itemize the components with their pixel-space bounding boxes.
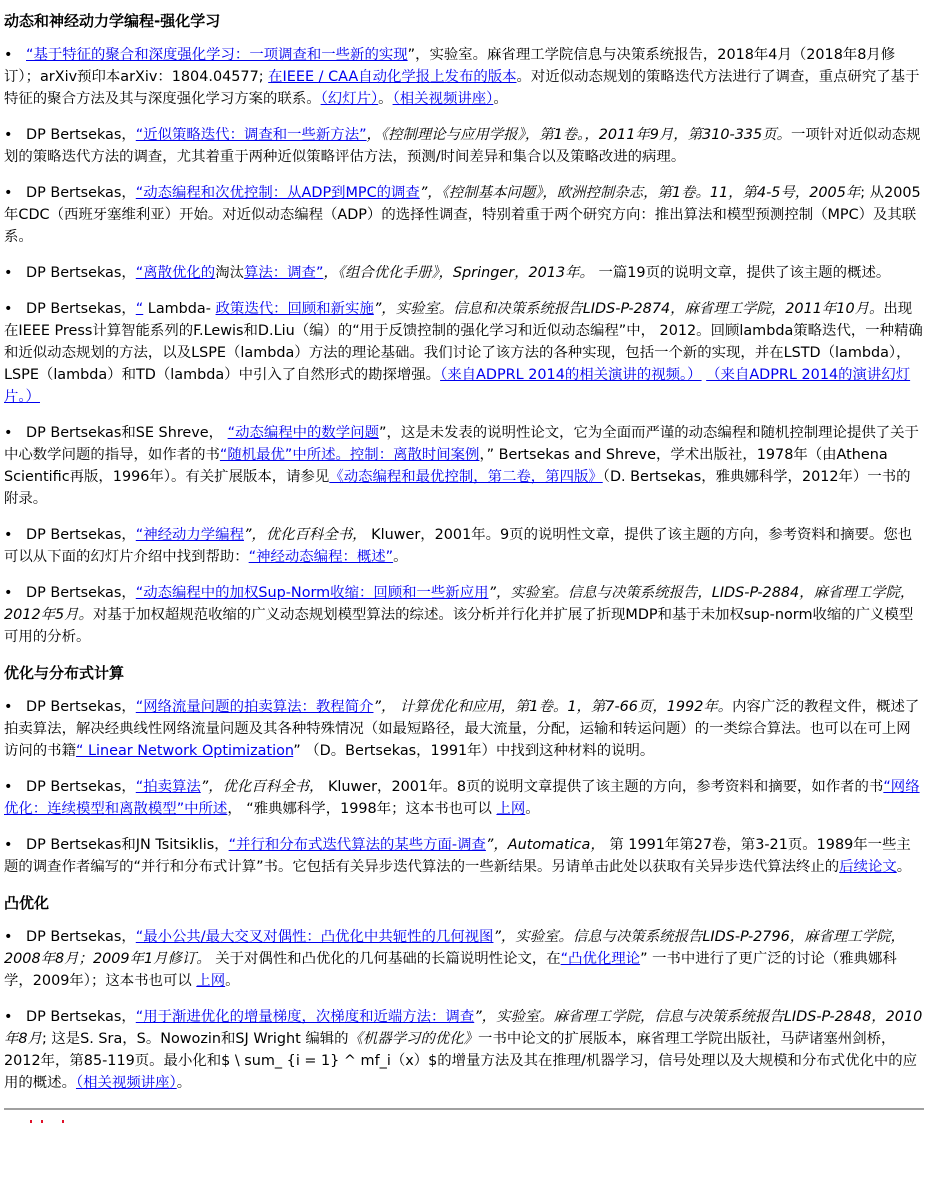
paper-link[interactable]: “用于渐进优化的增量梯度，次梯度和近端方法：调查: [135, 1009, 475, 1025]
bullet-icon: •: [4, 301, 13, 317]
list-item: • DP Bertsekas，“最小公共/最大交叉对偶性：凸优化中共轭性的几何视图”，实验室。信息与决策系统报告LIDS-P-2796，麻省理工学院，2008年8月；2009年1月修订。 关于对偶性和凸优化的几何基础的长篇说明性论文，在“凸优化理论” 一书中进行了更广泛的讨论（雅典娜科学，2009年）；这本书也可以 上网。: [4, 926, 924, 992]
section-heading-dp-rl: 动态和神经动力学编程-强化学习: [4, 12, 221, 30]
list-item: • DP Bertsekas，“网络流量问题的拍卖算法：教程简介”， 计算优化和应用，第1卷。1，第7-66页，1992年。内容广泛的教程文件，概述了拍卖算法，解决经典线性网络流量问题及其各种特殊情况（如最短路径，最大流量，分配，运输和转运问题）的一类综合算法。也可以在可上网访问的书籍“ Linear Network Optimization” （D。Bertsekas，1991年）中找到这种材料的说明。: [4, 696, 924, 762]
bullet-icon: •: [4, 585, 13, 601]
list-item: • DP Bertsekas，“用于渐进优化的增量梯度，次梯度和近端方法：调查”，实验室。麻省理工学院，信息与决策系统报告LIDS-P-2848，2010年8月; 这是S. Sra，S。Nowozin和SJ Wright 编辑的《机器学习的优化》一书中论文的扩展版本，麻省理工学院出版社，马萨诸塞州剑桥，2012年，第85-119页。最小化和$ \ sum_ {i = 1} ^ mf_i（x）$的增量方法及其在推理/机器学习，信号处理以及大规模和分布式优化中的应用的概述。（相关视频讲座）。: [4, 1006, 924, 1094]
paper-link[interactable]: “网络流量问题的拍卖算法：教程简介: [135, 699, 374, 715]
list-item: • DP Bertsekas，“离散优化的淘汰算法：调查”，《组合优化手册》，Springer，2013年。 一篇19页的说明文章，提供了该主题的概述。: [4, 262, 924, 284]
list-item: • DP Bertsekas和SE Shreve， “动态编程中的数学问题”，这是未发表的说明性论文，它为全面而严谨的动态编程和随机控制理论提供了关于中心数学问题的指导，如作者的书“随机最优”中所述。控制：离散时间案例，” Bertsekas and Shreve，学术出版社，1978年（由Athena Scientific再版，1996年）。有关扩展版本，请参见《动态编程和最优控制，第二卷，第四版》（D. Bertsekas，雅典娜科学，2012年）一书的附录。: [4, 422, 924, 510]
list-item: • “基于特征的聚合和深度强化学习：一项调查和一些新的实现”，实验室。麻省理工学院信息与决策系统报告，2018年4月（2018年8月修订）；arXiv预印本arXiv：1804.04577; 在IEEE / CAA自动化学报上发布的版本。对近似动态规划的策略迭代方法进行了调查，重点研究了基于特征的聚合方法及其与深度强化学习方案的联系。（幻灯片）。（相关视频讲座）。: [4, 44, 924, 110]
list-item: • DP Bertsekas，“拍卖算法”，优化百科全书， Kluwer，2001年。8页的说明文章提供了该主题的方向，参考资料和摘要，如作者的书“网络优化：连续模型和离散模型”中所述， “雅典娜科学，1998年；这本书也可以 上网。: [4, 776, 924, 820]
list-item: • DP Bertsekas，“动态编程中的加权Sup-Norm收缩：回顾和一些新应用”，实验室。信息与决策系统报告，LIDS-P-2884，麻省理工学院，2012年5月。对基于加权超规范收缩的广义动态规划模型算法的综述。该分析并行化并扩展了折现MDP和基于未加权sup-norm收缩的广义模型可用的分析。: [4, 582, 924, 648]
bullet-icon: •: [4, 699, 13, 715]
paper-link[interactable]: “拍卖算法: [135, 779, 201, 795]
bullet-icon: •: [4, 265, 13, 281]
paper-link[interactable]: “动态编程中的数学问题: [227, 425, 379, 441]
paper-link[interactable]: “近似策略迭代：调查和一些新方法”: [135, 127, 367, 143]
bullet-icon: •: [4, 527, 13, 543]
bullet-icon: •: [4, 779, 13, 795]
paper-link[interactable]: “: [135, 301, 144, 317]
paper-link-cont[interactable]: 政策迭代：回顾和新实施: [215, 301, 374, 317]
paper-link[interactable]: “离散优化的: [135, 265, 216, 281]
book-link[interactable]: “ Linear Network Optimization: [75, 743, 294, 759]
slides-link[interactable]: “神经动态编程：概述”: [248, 549, 394, 565]
list-item: • DP Bertsekas，“动态编程和次优控制：从ADP到MPC的调查”，《控制基本问题》，欧洲控制杂志，第1卷。11，第4-5号，2005年; 从2005年CDC（西班牙塞维利亚）开始。对近似动态编程（ADP）的选择性调查，特别着重于两个研究方向：推出算法和模型预测控制（MPC）及其联系。: [4, 182, 924, 248]
bullet-icon: •: [4, 47, 13, 63]
book-link[interactable]: “随机最优”中所述。控制：离散时间案例: [219, 447, 480, 463]
section-heading-convex-optimization: 凸优化: [4, 894, 50, 912]
list-item: • DP Bertsekas，“ Lambda- 政策迭代：回顾和新实施”，实验室。信息和决策系统报告LIDS-P-2874，麻省理工学院，2011年10月。出现在IEEE Press计算智能系列的F.Lewis和D.Liu（编）的“用于反馈控制的强化学习和近似动态编程”中， 2012。回顾lambda策略迭代，一种精确和近似动态规划的方法，以及LSPE（lambda）方法的理论基础。我们讨论了该方法的各种实现，包括一个新的实现，并在LSTD（lambda），LSPE（lambda）和TD（lambda）中引入了自然形式的勘探增强。（来自ADPRL 2014的相关演讲的视频。） （来自ADPRL 2014的演讲幻灯片。）: [4, 298, 924, 408]
paper-link[interactable]: “最小公共/最大交叉对偶性：凸优化中共轭性的几何视图: [135, 929, 494, 945]
bullet-icon: •: [4, 929, 13, 945]
divider: [4, 1108, 924, 1110]
paper-link[interactable]: “动态编程和次优控制：从ADP到MPC的调查: [135, 185, 420, 201]
online-link[interactable]: 上网: [496, 801, 526, 817]
bullet-icon: •: [4, 1009, 13, 1025]
paper-link[interactable]: “并行和分布式迭代算法的某些方面-调查: [228, 837, 486, 853]
paper-link[interactable]: “动态编程中的加权Sup-Norm收缩：回顾和一些新应用: [135, 585, 489, 601]
journal-version-link[interactable]: 在IEEE / CAA自动化学报上发布的版本: [268, 69, 517, 85]
slides-link[interactable]: （幻灯片）: [320, 91, 379, 107]
book-link[interactable]: “凸优化理论: [560, 951, 641, 967]
list-item: • DP Bertsekas和JN Tsitsiklis，“并行和分布式迭代算法的某些方面-调查”，Automatica， 第 1991年第27卷，第3-21页。1989年一些主题的调查作者编写的“并行和分布式计算”书。它包括有关异步迭代算法的一些新结果。另请单击此处以获取有关异步迭代算法终止的后续论文。: [4, 834, 924, 878]
bullet-icon: •: [4, 127, 13, 143]
bullet-icon: •: [4, 837, 13, 853]
paper-link-cont[interactable]: 算法：调查”: [243, 265, 324, 281]
book-link[interactable]: “网络优化：连续模型和离散模型”中所述: [4, 779, 920, 817]
footer-partial-text: [4, 1118, 924, 1128]
book-link-dpoc[interactable]: 《动态编程和最优控制，第二卷，第四版》: [329, 469, 603, 485]
paper-link[interactable]: “基于特征的聚合和深度强化学习：一项调查和一些新的实现: [26, 47, 408, 63]
list-item: • DP Bertsekas，“近似策略迭代：调查和一些新方法”，《控制理论与应用学报》，第1卷。，2011年9月，第310-335页。一项针对近似动态规划的策略迭代方法的调查，尤其着重于两种近似策略评估方法，预测/时间差异和集合以及策略改进的病理。: [4, 124, 924, 168]
bullet-icon: •: [4, 185, 13, 201]
followup-paper-link[interactable]: 后续论文: [839, 859, 897, 875]
list-item: • DP Bertsekas，“神经动力学编程”，优化百科全书， Kluwer，2001年。9页的说明性文章，提供了该主题的方向，参考资料和摘要。您也可以从下面的幻灯片介绍中找到帮助：“神经动态编程：概述”。: [4, 524, 924, 568]
paper-link[interactable]: “神经动力学编程: [135, 527, 244, 543]
video-lecture-link[interactable]: （相关视频讲座）: [75, 1075, 177, 1091]
online-link[interactable]: 上网: [196, 973, 226, 989]
bullet-icon: •: [4, 425, 13, 441]
slides-link[interactable]: （来自ADPRL 2014的演讲幻灯片。）: [4, 367, 911, 405]
video-lecture-link[interactable]: （相关视频讲座）: [392, 91, 494, 107]
section-heading-optimization-distributed: 优化与分布式计算: [4, 664, 125, 682]
video-link[interactable]: （来自ADPRL 2014的相关演讲的视频。）: [440, 367, 702, 383]
